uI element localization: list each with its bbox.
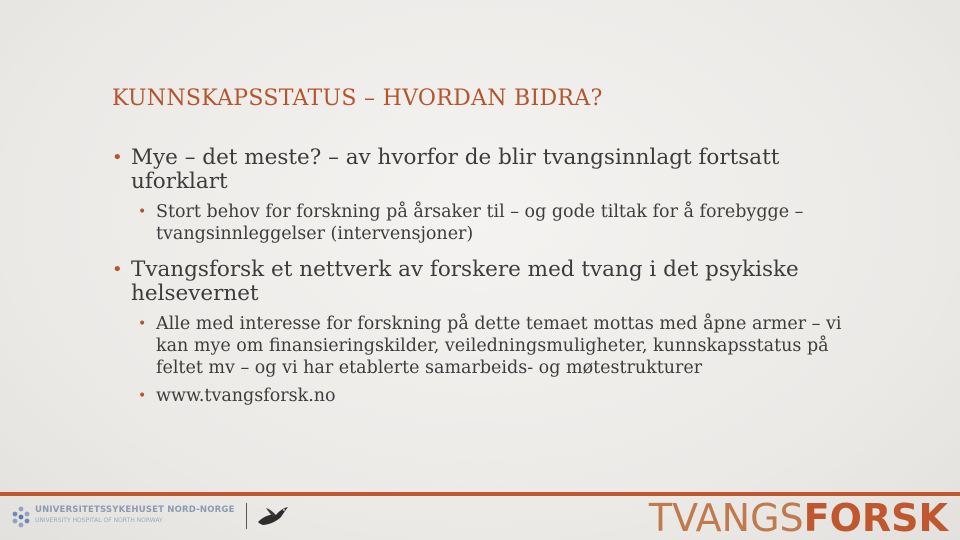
unn-name: UNIVERSITETSSYKEHUSET NORD-NORGE (35, 505, 235, 515)
tvangsforsk-logo (649, 498, 948, 538)
unn-subtitle: UNIVERSITY HOSPITAL OF NORTH NORWAY (35, 517, 163, 524)
bird-icon (256, 504, 290, 530)
brand-bold: FORSK (803, 496, 948, 540)
bullet-dot: • (112, 259, 123, 280)
unn-logo (10, 503, 250, 533)
brand-light: TVANGS (648, 496, 804, 540)
unn-dots-icon (10, 505, 32, 529)
bullet-text: Alle med interesse for forskning på dette temaet mottas med åpne armer – vi kan mye om finansieringskilder, veiledningsmuligheter, kunnskapsstatus på feltet mv – og vi har etablerte samarbeids- og møtestrukturer (156, 314, 842, 378)
bullet-dot: • (112, 147, 123, 168)
bullet-text: Tvangsforsk et nettverk av forskere med tvang i det psykiske helsevernet (131, 257, 799, 306)
bullet-dot: • (138, 388, 147, 404)
bullet-text: Mye – det meste? – av hvorfor de blir tvangsinnlagt fortsatt uforklart (131, 145, 780, 194)
bullet-level1 (112, 258, 842, 306)
bullet-list (112, 146, 842, 410)
bullet-level1 (112, 146, 842, 194)
slide-title: KUNNSKAPSSTATUS – HVORDAN BIDRA? (112, 86, 603, 111)
website-link[interactable]: www.tvangsforsk.no (156, 386, 336, 406)
bullet-level2 (112, 385, 842, 407)
logo-divider (246, 503, 247, 529)
bullet-dot: • (138, 316, 147, 332)
bullet-dot: • (138, 204, 147, 220)
bullet-level2 (112, 201, 842, 245)
bullet-level2 (112, 313, 842, 379)
bullet-text: Stort behov for forskning på årsaker til – og gode tiltak for å forebygge – tvangsinnleggelser (intervensjoner) (156, 202, 804, 244)
